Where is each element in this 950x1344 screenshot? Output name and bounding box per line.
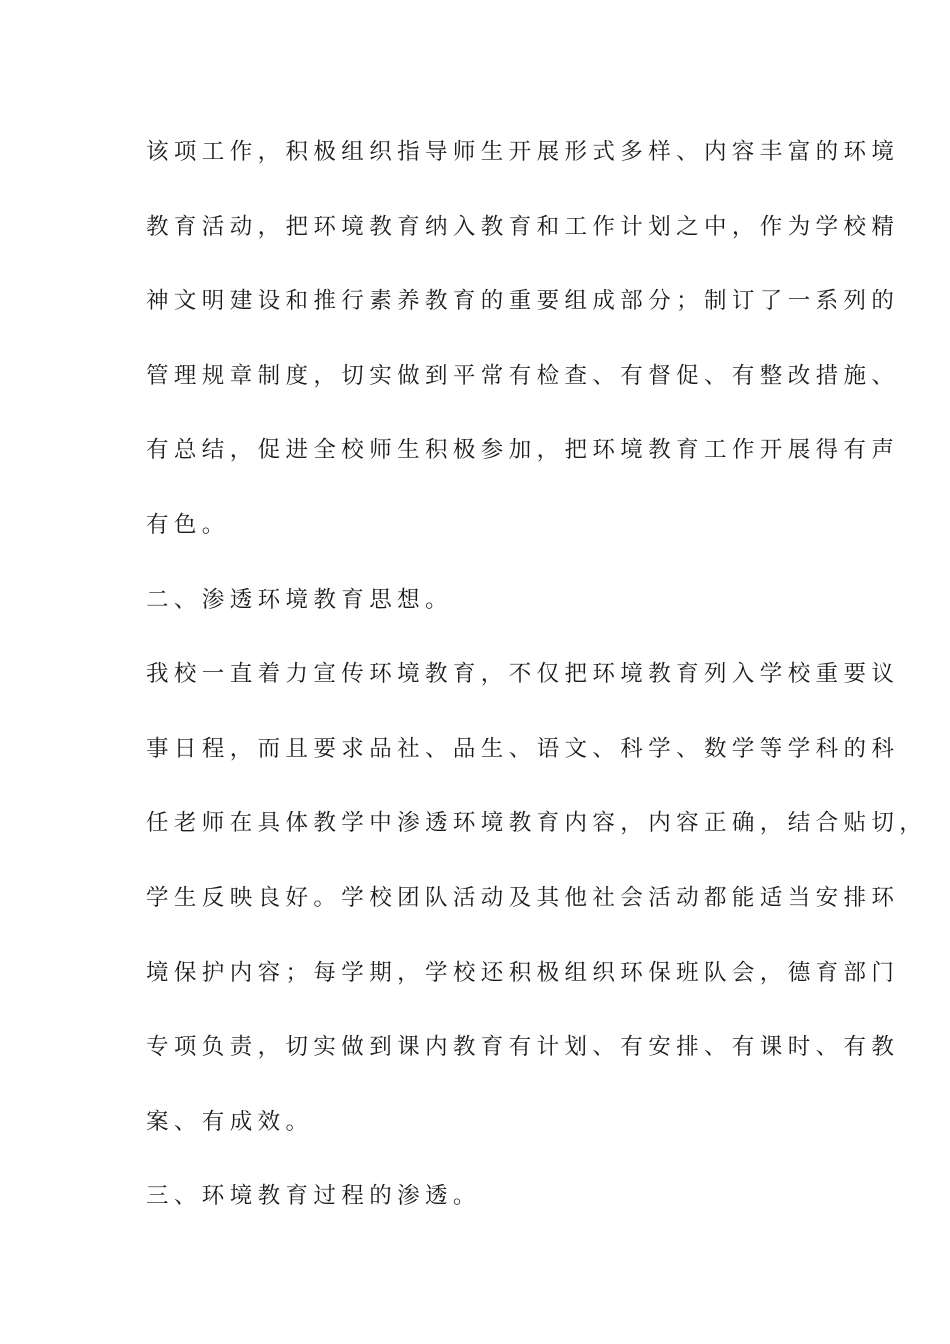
- paragraph-line: 管理规章制度，切实做到平常有检查、有督促、有整改措施、: [146, 362, 900, 389]
- paragraph-line: 有色。: [146, 511, 230, 538]
- section-heading: 三、环境教育过程的渗透。: [146, 1183, 481, 1210]
- document-body: [146, 130, 928, 1249]
- paragraph-line: 专项负责，切实做到课内教育有计划、有安排、有课时、有教: [146, 1034, 900, 1061]
- paragraph-line: 任老师在具体教学中渗透环境教育内容，内容正确，结合贴切，: [146, 810, 928, 837]
- paragraph-line: 有总结，促进全校师生积极参加，把环境教育工作开展得有声: [146, 437, 900, 464]
- paragraph-line: 事日程，而且要求品社、品生、语文、科学、数学等学科的科: [146, 735, 900, 762]
- paragraph-line: 教育活动，把环境教育纳入教育和工作计划之中，作为学校精: [146, 213, 900, 240]
- paragraph-line: 学生反映良好。学校团队活动及其他社会活动都能适当安排环: [146, 884, 900, 911]
- paragraph-line: 该项工作，积极组织指导师生开展形式多样、内容丰富的环境: [146, 139, 900, 165]
- section-heading: 二、渗透环境教育思想。: [146, 586, 453, 613]
- paragraph-line: 案、有成效。: [146, 1108, 314, 1135]
- paragraph-line: 神文明建设和推行素养教育的重要组成部分；制订了一系列的: [146, 288, 900, 315]
- paragraph-line: 境保护内容；每学期，学校还积极组织环保班队会，德育部门: [146, 959, 900, 986]
- paragraph-line: 我校一直着力宣传环境教育，不仅把环境教育列入学校重要议: [146, 661, 900, 688]
